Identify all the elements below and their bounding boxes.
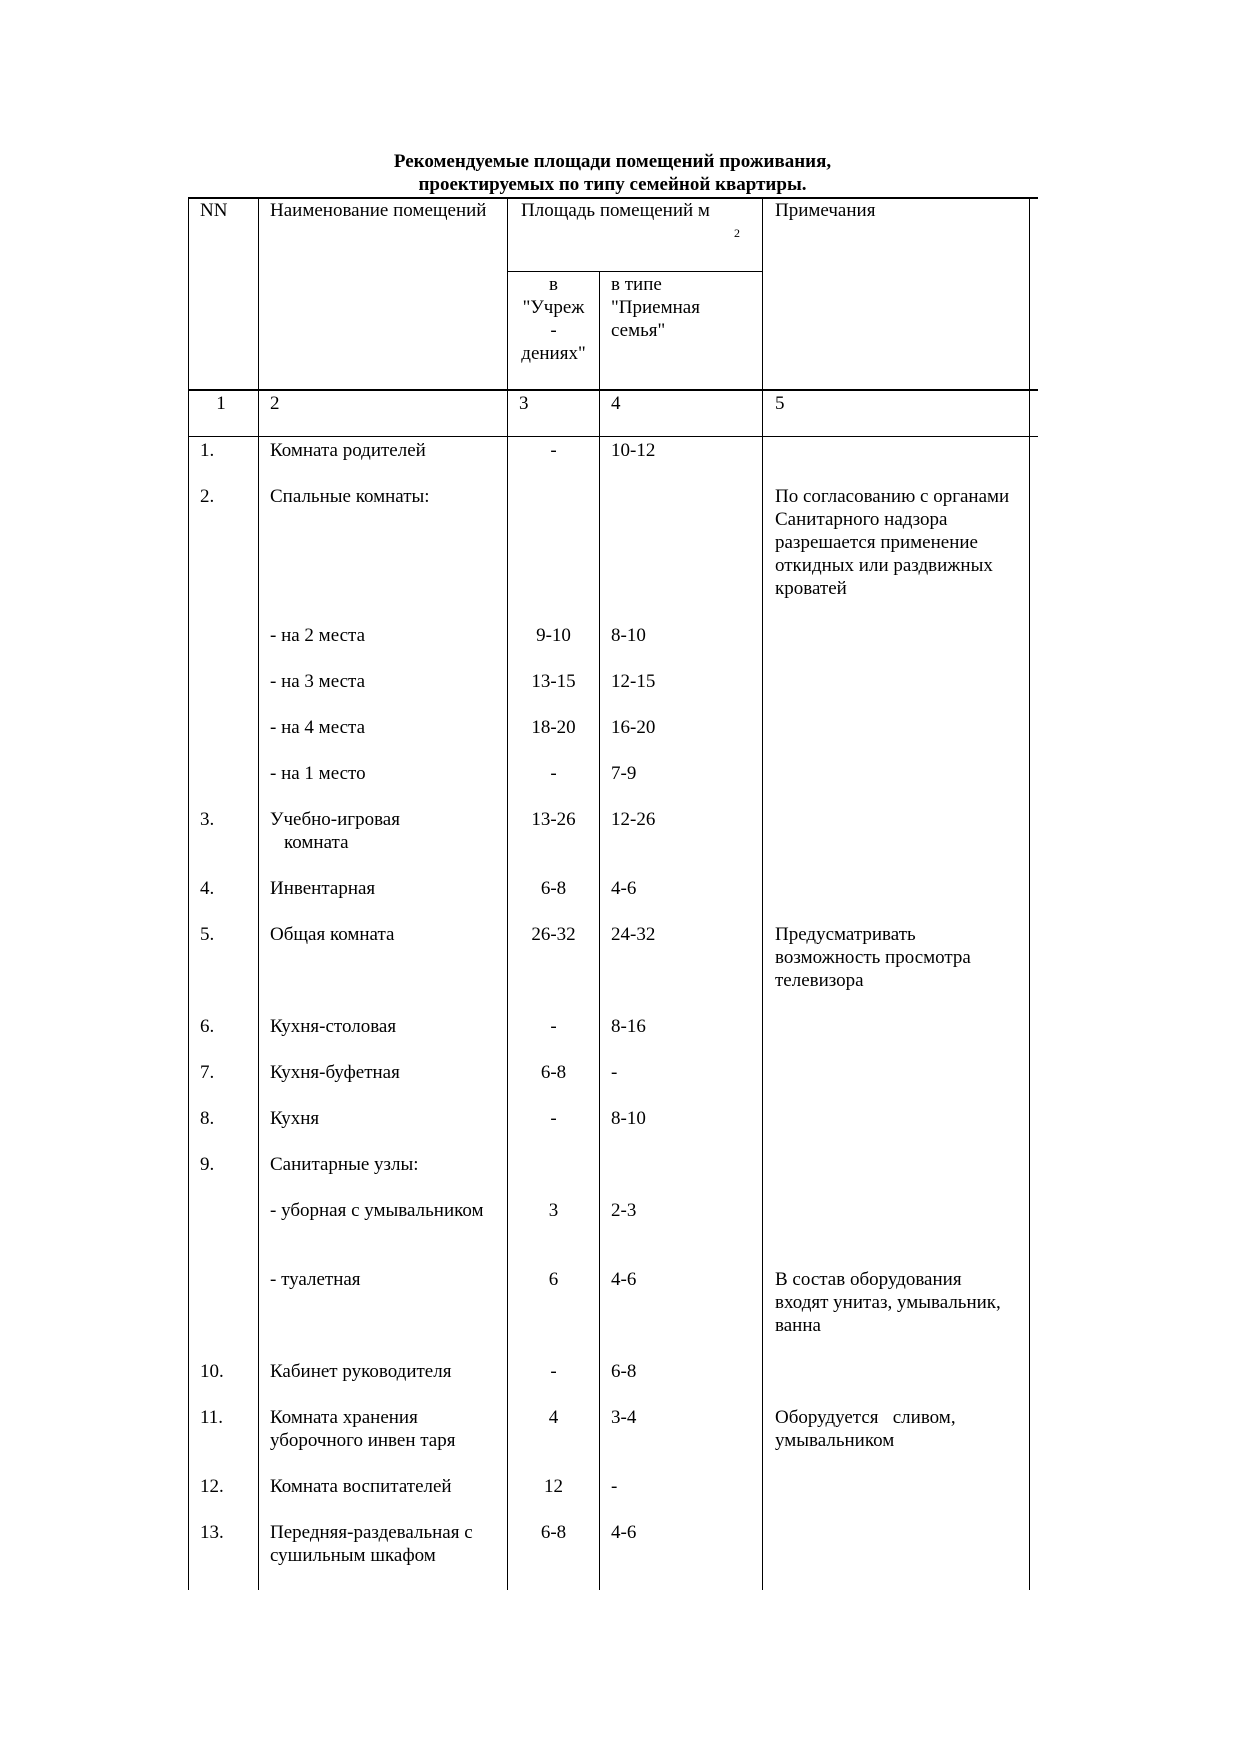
row-2c-inst: 18-20: [531, 717, 576, 738]
column-number-5: 5: [775, 393, 785, 414]
row-9a-inst: 3: [548, 1200, 559, 1221]
row-9b-family: 4-6: [611, 1269, 637, 1290]
row-3-name: Учебно-игровая: [270, 809, 400, 830]
row-2d-name: - на 1 место: [270, 763, 366, 784]
row-4-nn: 4.: [200, 878, 215, 899]
header-area: Площадь помещений м: [521, 200, 710, 221]
header-institutions-line-3: -: [550, 320, 557, 341]
header-institutions-line-2: "Учреж: [522, 297, 585, 318]
row-2-note: По согласованию с органами Санитарного надзора разрешается применение откидных или раздвижных кроватей: [775, 486, 1010, 599]
header-institutions: [508, 273, 599, 365]
col-divider-3: [599, 271, 600, 1590]
row-9a-name: - уборная с умывальником: [270, 1200, 484, 1221]
row-12-family: -: [611, 1476, 618, 1497]
row-4-inst: 6-8: [540, 878, 567, 899]
col-divider-4: [762, 197, 763, 1590]
column-number-2: 2: [270, 393, 280, 414]
row-8-inst: -: [550, 1108, 557, 1129]
row-11-name: Комната хранения уборочного инвен таря: [270, 1407, 456, 1451]
header-notes: Примечания: [775, 200, 876, 221]
header-institutions-line-1: в: [549, 274, 558, 295]
column-number-1: 1: [216, 393, 226, 414]
area-header-divider: [507, 271, 762, 272]
row-2a-inst: 9-10: [536, 625, 571, 646]
row-7-family: -: [611, 1062, 618, 1083]
row-6-family: 8-16: [611, 1016, 646, 1037]
row-3-name-line-2: комната: [284, 832, 349, 853]
row-11-nn: 11.: [200, 1407, 224, 1428]
row-9-nn: 9.: [200, 1154, 215, 1175]
row-8-family: 8-10: [611, 1108, 646, 1129]
row-6-inst: -: [550, 1016, 557, 1037]
row-2b-family: 12-15: [611, 671, 656, 692]
row-9b-name: - туалетная: [270, 1269, 361, 1290]
row-5-name: Общая комната: [270, 924, 395, 945]
header-area-unit: 2: [734, 226, 740, 240]
column-number-3: 3: [519, 393, 529, 414]
row-6-name: Кухня-столовая: [270, 1016, 397, 1037]
document-title-line-2: проектируемых по типу семейной квартиры.: [418, 174, 807, 195]
row-3-inst: 13-26: [531, 809, 576, 830]
row-2a-name: - на 2 места: [270, 625, 366, 646]
header-institutions-line-4: дениях": [521, 343, 586, 364]
row-5-note: Предусматривать возможность просмотра телевизора: [775, 924, 971, 991]
column-number-4: 4: [611, 393, 621, 414]
row-4-name: Инвентарная: [270, 878, 376, 899]
row-7-name: Кухня-буфетная: [270, 1062, 400, 1083]
row-13-inst: 6-8: [540, 1522, 567, 1543]
row-2a-family: 8-10: [611, 625, 646, 646]
row-12-name: Комната воспитателей: [270, 1476, 452, 1497]
row-9-name: Санитарные узлы:: [270, 1154, 419, 1175]
row-9b-note: В состав оборудования входят унитаз, умывальник, ванна: [775, 1269, 1001, 1336]
row-13-name: Передняя-раздевальная с сушильным шкафом: [270, 1522, 473, 1566]
row-3-family: 12-26: [611, 809, 656, 830]
header-bottom-border: [188, 389, 1038, 391]
row-2-nn: 2.: [200, 486, 215, 507]
row-5-nn: 5.: [200, 924, 215, 945]
row-2d-inst: -: [550, 763, 557, 784]
row-9a-family: 2-3: [611, 1200, 637, 1221]
row-2b-inst: 13-15: [531, 671, 576, 692]
row-7-nn: 7.: [200, 1062, 215, 1083]
row-8-name: Кухня: [270, 1108, 320, 1129]
col-divider-1: [258, 197, 259, 1590]
header-name: Наименование помещений: [270, 200, 487, 221]
row-2-name: Спальные комнаты:: [270, 486, 430, 507]
row-10-inst: -: [550, 1361, 557, 1382]
row-3-nn: 3.: [200, 809, 215, 830]
row-13-family: 4-6: [611, 1522, 637, 1543]
row-11-family: 3-4: [611, 1407, 637, 1428]
header-family: в типе "Приемная семья": [611, 274, 700, 341]
row-13-nn: 13.: [200, 1522, 224, 1543]
row-2d-family: 7-9: [611, 763, 637, 784]
row-2b-name: - на 3 места: [270, 671, 366, 692]
row-9b-inst: 6: [548, 1269, 559, 1290]
row-2c-family: 16-20: [611, 717, 656, 738]
table-right-border: [1029, 197, 1030, 1590]
column-numbers-border: [188, 436, 1038, 437]
row-10-family: 6-8: [611, 1361, 637, 1382]
row-1-nn: 1.: [200, 440, 215, 461]
row-1-name: Комната родителей: [270, 440, 426, 461]
row-2c-name: - на 4 места: [270, 717, 366, 738]
row-6-nn: 6.: [200, 1016, 215, 1037]
row-1-inst: -: [550, 440, 557, 461]
row-12-nn: 12.: [200, 1476, 224, 1497]
row-11-note: Оборудуется сливом, умывальником: [775, 1407, 961, 1451]
row-8-nn: 8.: [200, 1108, 215, 1129]
row-5-family: 24-32: [611, 924, 656, 945]
row-10-nn: 10.: [200, 1361, 224, 1382]
row-10-name: Кабинет руководителя: [270, 1361, 452, 1382]
row-12-inst: 12: [544, 1476, 563, 1497]
header-nn: NN: [200, 200, 228, 221]
row-1-family: 10-12: [611, 440, 656, 461]
row-7-inst: 6-8: [540, 1062, 567, 1083]
row-4-family: 4-6: [611, 878, 637, 899]
row-11-inst: 4: [548, 1407, 559, 1428]
row-5-inst: 26-32: [531, 924, 576, 945]
document-title-line-1: Рекомендуемые площади помещений проживания,: [393, 151, 832, 172]
